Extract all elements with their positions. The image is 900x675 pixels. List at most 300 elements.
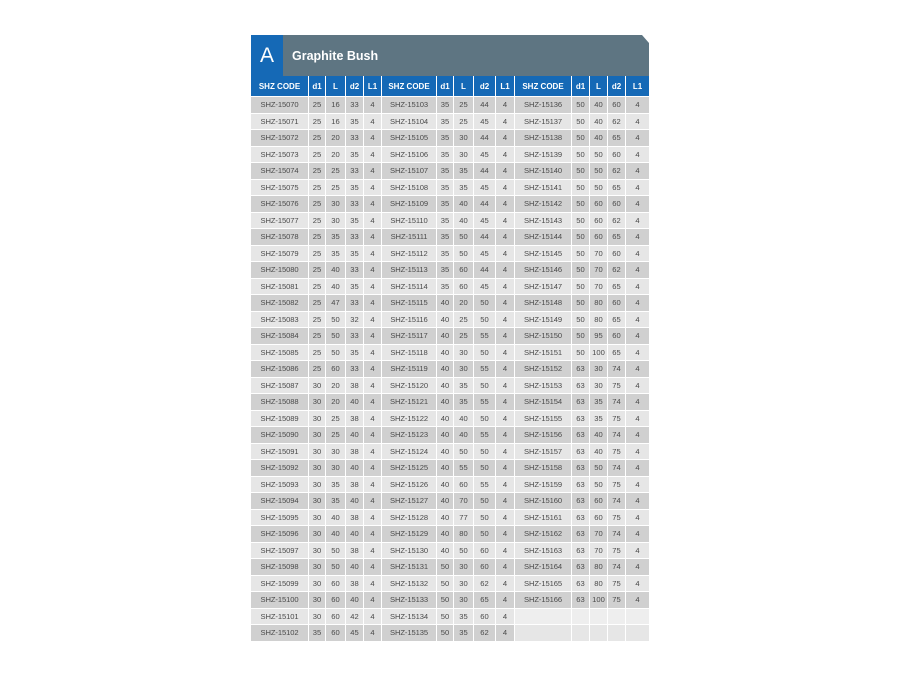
dimension-cell: 20 <box>326 394 346 411</box>
dimension-cell: 4 <box>364 378 382 395</box>
dimension-cell: 4 <box>626 295 649 312</box>
dimension-cell: 4 <box>364 625 382 642</box>
dimension-cell: 50 <box>474 460 496 477</box>
part-code-cell: SHZ-15084 <box>251 328 309 345</box>
dimension-cell: 40 <box>454 411 474 428</box>
dimension-cell: 35 <box>454 625 474 642</box>
dimension-cell: 77 <box>454 510 474 527</box>
table-row <box>251 444 649 461</box>
table-row <box>251 246 649 263</box>
dimension-cell: 35 <box>437 180 454 197</box>
dimension-cell: 75 <box>608 477 626 494</box>
column-header-1-d1: d1 <box>309 76 326 97</box>
dimension-cell: 100 <box>590 592 608 609</box>
part-code-cell: SHZ-15157 <box>515 444 572 461</box>
dimension-cell: 80 <box>590 576 608 593</box>
dimension-cell: 4 <box>496 328 515 345</box>
dimension-cell: 80 <box>454 526 474 543</box>
dimension-cell: 4 <box>496 262 515 279</box>
dimension-cell: 50 <box>437 559 454 576</box>
dimension-cell: 4 <box>626 394 649 411</box>
dimension-cell: 100 <box>590 345 608 362</box>
dimension-cell: 40 <box>437 427 454 444</box>
dimension-cell: 30 <box>309 543 326 560</box>
dimension-cell <box>590 625 608 642</box>
part-code-cell: SHZ-15163 <box>515 543 572 560</box>
dimension-cell: 35 <box>346 114 364 131</box>
part-code-cell: SHZ-15100 <box>251 592 309 609</box>
part-code-cell: SHZ-15103 <box>382 97 437 114</box>
dimension-cell: 60 <box>608 328 626 345</box>
part-code-cell: SHZ-15081 <box>251 279 309 296</box>
dimension-cell: 25 <box>309 328 326 345</box>
dimension-cell: 4 <box>626 312 649 329</box>
dimension-cell: 40 <box>437 510 454 527</box>
part-code-cell <box>515 609 572 626</box>
dimension-cell: 60 <box>454 262 474 279</box>
dimension-cell: 63 <box>572 444 590 461</box>
dimension-cell: 25 <box>309 262 326 279</box>
dimension-cell: 45 <box>474 213 496 230</box>
dimension-cell: 55 <box>474 328 496 345</box>
table-row <box>251 114 649 131</box>
part-code-cell: SHZ-15149 <box>515 312 572 329</box>
dimension-cell: 38 <box>346 378 364 395</box>
dimension-cell: 35 <box>437 97 454 114</box>
dimension-cell: 35 <box>326 229 346 246</box>
part-code-cell: SHZ-15155 <box>515 411 572 428</box>
dimension-cell: 40 <box>590 444 608 461</box>
dimension-cell: 4 <box>364 576 382 593</box>
dimension-cell: 4 <box>364 394 382 411</box>
dimension-cell: 4 <box>496 576 515 593</box>
dimension-cell: 4 <box>496 559 515 576</box>
dimension-cell: 40 <box>437 493 454 510</box>
dimension-cell: 74 <box>608 427 626 444</box>
dimension-cell: 25 <box>309 312 326 329</box>
part-code-cell: SHZ-15160 <box>515 493 572 510</box>
dimension-cell: 50 <box>437 592 454 609</box>
dimension-cell: 4 <box>626 262 649 279</box>
dimension-cell: 40 <box>326 262 346 279</box>
dimension-cell: 30 <box>590 361 608 378</box>
dimension-cell: 50 <box>326 328 346 345</box>
part-code-cell: SHZ-15114 <box>382 279 437 296</box>
dimension-cell: 4 <box>364 229 382 246</box>
part-code-cell: SHZ-15133 <box>382 592 437 609</box>
dimension-cell: 40 <box>346 394 364 411</box>
dimension-cell: 33 <box>346 361 364 378</box>
dimension-cell: 63 <box>572 378 590 395</box>
dimension-cell: 25 <box>309 361 326 378</box>
dimension-cell: 4 <box>496 394 515 411</box>
dimension-cell: 70 <box>590 543 608 560</box>
dimension-cell: 4 <box>626 196 649 213</box>
dimension-cell: 25 <box>309 246 326 263</box>
dimension-cell: 35 <box>346 180 364 197</box>
dimension-cell: 25 <box>309 345 326 362</box>
dimension-cell: 35 <box>437 279 454 296</box>
dimension-cell: 40 <box>437 394 454 411</box>
part-code-cell: SHZ-15129 <box>382 526 437 543</box>
dimension-cell: 60 <box>474 609 496 626</box>
part-code-cell: SHZ-15086 <box>251 361 309 378</box>
part-code-cell: SHZ-15158 <box>515 460 572 477</box>
dimension-cell: 25 <box>326 163 346 180</box>
graphite-bush-sheet <box>251 35 649 642</box>
dimension-cell: 4 <box>626 493 649 510</box>
dimension-cell: 44 <box>474 163 496 180</box>
dimension-cell: 25 <box>454 312 474 329</box>
part-code-cell: SHZ-15101 <box>251 609 309 626</box>
part-code-cell: SHZ-15153 <box>515 378 572 395</box>
dimension-cell: 45 <box>474 114 496 131</box>
dimension-cell: 50 <box>326 543 346 560</box>
dimension-cell: 50 <box>572 262 590 279</box>
specification-table <box>251 76 649 642</box>
dimension-cell: 4 <box>626 213 649 230</box>
dimension-cell: 4 <box>364 196 382 213</box>
dimension-cell: 63 <box>572 427 590 444</box>
dimension-cell: 50 <box>572 114 590 131</box>
part-code-cell: SHZ-15096 <box>251 526 309 543</box>
dimension-cell: 33 <box>346 295 364 312</box>
part-code-cell: SHZ-15112 <box>382 246 437 263</box>
dimension-cell: 35 <box>437 262 454 279</box>
dimension-cell: 60 <box>326 609 346 626</box>
part-code-cell: SHZ-15085 <box>251 345 309 362</box>
dimension-cell: 50 <box>572 180 590 197</box>
dimension-cell: 4 <box>496 246 515 263</box>
part-code-cell: SHZ-15119 <box>382 361 437 378</box>
dimension-cell: 30 <box>454 559 474 576</box>
dimension-cell: 40 <box>437 543 454 560</box>
dimension-cell: 74 <box>608 493 626 510</box>
dimension-cell: 4 <box>496 130 515 147</box>
dimension-cell: 25 <box>309 97 326 114</box>
dimension-cell: 44 <box>474 229 496 246</box>
dimension-cell: 4 <box>626 378 649 395</box>
dimension-cell: 33 <box>346 328 364 345</box>
table-row <box>251 279 649 296</box>
dimension-cell: 40 <box>454 427 474 444</box>
part-code-cell: SHZ-15122 <box>382 411 437 428</box>
dimension-cell: 30 <box>309 394 326 411</box>
dimension-cell: 60 <box>474 543 496 560</box>
dimension-cell: 4 <box>364 526 382 543</box>
dimension-cell: 32 <box>346 312 364 329</box>
dimension-cell: 70 <box>590 526 608 543</box>
dimension-cell: 30 <box>326 196 346 213</box>
part-code-cell: SHZ-15106 <box>382 147 437 164</box>
dimension-cell: 4 <box>496 609 515 626</box>
dimension-cell: 38 <box>346 477 364 494</box>
dimension-cell: 35 <box>309 625 326 642</box>
dimension-cell: 25 <box>309 295 326 312</box>
table-row <box>251 576 649 593</box>
dimension-cell: 4 <box>364 213 382 230</box>
table-row <box>251 147 649 164</box>
dimension-cell: 40 <box>590 97 608 114</box>
dimension-cell: 30 <box>454 345 474 362</box>
dimension-cell: 63 <box>572 394 590 411</box>
dimension-cell: 40 <box>437 411 454 428</box>
dimension-cell <box>626 625 649 642</box>
dimension-cell: 4 <box>496 180 515 197</box>
dimension-cell: 4 <box>626 411 649 428</box>
dimension-cell: 25 <box>309 180 326 197</box>
dimension-cell: 20 <box>326 147 346 164</box>
dimension-cell: 4 <box>496 361 515 378</box>
dimension-cell: 63 <box>572 526 590 543</box>
dimension-cell: 4 <box>364 114 382 131</box>
dimension-cell: 30 <box>309 592 326 609</box>
dimension-cell: 40 <box>590 427 608 444</box>
part-code-cell: SHZ-15111 <box>382 229 437 246</box>
dimension-cell: 50 <box>572 196 590 213</box>
part-code-cell: SHZ-15162 <box>515 526 572 543</box>
part-code-cell: SHZ-15073 <box>251 147 309 164</box>
dimension-cell: 4 <box>626 361 649 378</box>
dimension-cell: 70 <box>454 493 474 510</box>
column-header-3-d1: d1 <box>572 76 590 97</box>
dimension-cell: 50 <box>437 609 454 626</box>
dimension-cell: 4 <box>364 262 382 279</box>
part-code-cell: SHZ-15070 <box>251 97 309 114</box>
dimension-cell: 4 <box>364 361 382 378</box>
dimension-cell: 38 <box>346 543 364 560</box>
dimension-cell: 35 <box>454 394 474 411</box>
dimension-cell: 60 <box>326 625 346 642</box>
dimension-cell: 75 <box>608 378 626 395</box>
dimension-cell: 30 <box>309 477 326 494</box>
part-code-cell: SHZ-15125 <box>382 460 437 477</box>
dimension-cell: 62 <box>474 625 496 642</box>
dimension-cell: 50 <box>474 378 496 395</box>
dimension-cell: 75 <box>608 510 626 527</box>
part-code-cell: SHZ-15132 <box>382 576 437 593</box>
dimension-cell: 25 <box>326 411 346 428</box>
part-code-cell: SHZ-15087 <box>251 378 309 395</box>
dimension-cell: 45 <box>474 246 496 263</box>
dimension-cell: 62 <box>608 262 626 279</box>
dimension-cell: 30 <box>454 576 474 593</box>
table-header-row <box>251 76 649 97</box>
dimension-cell: 40 <box>590 114 608 131</box>
part-code-cell: SHZ-15138 <box>515 130 572 147</box>
dimension-cell: 33 <box>346 229 364 246</box>
dimension-cell: 75 <box>608 543 626 560</box>
dimension-cell: 70 <box>590 246 608 263</box>
table-row <box>251 526 649 543</box>
dimension-cell: 40 <box>437 361 454 378</box>
part-code-cell: SHZ-15166 <box>515 592 572 609</box>
column-header-1-l: L <box>326 76 346 97</box>
dimension-cell: 38 <box>346 444 364 461</box>
dimension-cell: 40 <box>326 526 346 543</box>
table-row <box>251 559 649 576</box>
part-code-cell: SHZ-15152 <box>515 361 572 378</box>
table-row <box>251 262 649 279</box>
part-code-cell: SHZ-15077 <box>251 213 309 230</box>
dimension-cell: 4 <box>626 180 649 197</box>
dimension-cell: 63 <box>572 460 590 477</box>
part-code-cell: SHZ-15075 <box>251 180 309 197</box>
dimension-cell: 55 <box>474 427 496 444</box>
dimension-cell: 35 <box>326 477 346 494</box>
dimension-cell: 30 <box>309 510 326 527</box>
dimension-cell: 50 <box>474 493 496 510</box>
part-code-cell <box>515 625 572 642</box>
dimension-cell: 60 <box>608 97 626 114</box>
dimension-cell: 60 <box>474 559 496 576</box>
dimension-cell: 65 <box>608 312 626 329</box>
dimension-cell: 4 <box>496 526 515 543</box>
part-code-cell: SHZ-15147 <box>515 279 572 296</box>
dimension-cell: 62 <box>608 114 626 131</box>
dimension-cell: 38 <box>346 510 364 527</box>
table-row <box>251 213 649 230</box>
dimension-cell: 50 <box>474 312 496 329</box>
dimension-cell: 74 <box>608 559 626 576</box>
dimension-cell: 4 <box>364 543 382 560</box>
dimension-cell: 40 <box>437 295 454 312</box>
dimension-cell: 4 <box>496 196 515 213</box>
dimension-cell: 40 <box>346 526 364 543</box>
dimension-cell: 50 <box>437 625 454 642</box>
dimension-cell: 4 <box>496 213 515 230</box>
dimension-cell: 35 <box>346 345 364 362</box>
dimension-cell: 4 <box>626 97 649 114</box>
part-code-cell: SHZ-15135 <box>382 625 437 642</box>
dimension-cell: 40 <box>346 592 364 609</box>
dimension-cell: 60 <box>326 361 346 378</box>
dimension-cell: 50 <box>590 477 608 494</box>
part-code-cell: SHZ-15074 <box>251 163 309 180</box>
dimension-cell: 50 <box>454 246 474 263</box>
dimension-cell: 63 <box>572 543 590 560</box>
dimension-cell: 4 <box>626 477 649 494</box>
dimension-cell: 75 <box>608 411 626 428</box>
dimension-cell: 35 <box>346 147 364 164</box>
dimension-cell: 4 <box>626 147 649 164</box>
dimension-cell: 30 <box>309 460 326 477</box>
part-code-cell: SHZ-15144 <box>515 229 572 246</box>
table-row <box>251 180 649 197</box>
dimension-cell: 50 <box>572 295 590 312</box>
dimension-cell <box>572 625 590 642</box>
dimension-cell: 4 <box>364 246 382 263</box>
part-code-cell: SHZ-15139 <box>515 147 572 164</box>
table-row <box>251 229 649 246</box>
dimension-cell: 4 <box>626 427 649 444</box>
dimension-cell: 33 <box>346 262 364 279</box>
table-row <box>251 394 649 411</box>
dimension-cell: 4 <box>626 114 649 131</box>
part-code-cell: SHZ-15136 <box>515 97 572 114</box>
dimension-cell <box>572 609 590 626</box>
dimension-cell: 50 <box>454 229 474 246</box>
dimension-cell: 4 <box>626 246 649 263</box>
part-code-cell: SHZ-15134 <box>382 609 437 626</box>
part-code-cell: SHZ-15080 <box>251 262 309 279</box>
table-row <box>251 609 649 626</box>
dimension-cell: 4 <box>496 592 515 609</box>
dimension-cell: 44 <box>474 196 496 213</box>
table-row <box>251 510 649 527</box>
dimension-cell: 30 <box>309 411 326 428</box>
dimension-cell: 35 <box>437 229 454 246</box>
dimension-cell: 4 <box>496 378 515 395</box>
part-code-cell: SHZ-15121 <box>382 394 437 411</box>
table-row <box>251 592 649 609</box>
dimension-cell: 50 <box>474 526 496 543</box>
dimension-cell: 35 <box>437 163 454 180</box>
dimension-cell: 35 <box>454 378 474 395</box>
dimension-cell: 40 <box>346 559 364 576</box>
dimension-cell: 30 <box>309 378 326 395</box>
dimension-cell: 63 <box>572 493 590 510</box>
dimension-cell: 35 <box>346 213 364 230</box>
dimension-cell: 4 <box>364 130 382 147</box>
dimension-cell: 4 <box>364 345 382 362</box>
table-row <box>251 411 649 428</box>
dimension-cell: 40 <box>437 444 454 461</box>
dimension-cell: 60 <box>454 477 474 494</box>
section-title: Graphite Bush <box>292 49 379 63</box>
dimension-cell: 50 <box>474 411 496 428</box>
dimension-cell: 30 <box>326 460 346 477</box>
part-code-cell: SHZ-15113 <box>382 262 437 279</box>
part-code-cell: SHZ-15140 <box>515 163 572 180</box>
table-row <box>251 196 649 213</box>
dimension-cell: 35 <box>437 130 454 147</box>
dimension-cell: 25 <box>309 163 326 180</box>
part-code-cell: SHZ-15088 <box>251 394 309 411</box>
dimension-cell: 4 <box>364 180 382 197</box>
dimension-cell: 30 <box>590 378 608 395</box>
dimension-cell: 50 <box>474 510 496 527</box>
part-code-cell: SHZ-15102 <box>251 625 309 642</box>
dimension-cell: 4 <box>626 526 649 543</box>
dimension-cell: 44 <box>474 97 496 114</box>
dimension-cell: 50 <box>572 147 590 164</box>
part-code-cell: SHZ-15099 <box>251 576 309 593</box>
dimension-cell: 65 <box>608 279 626 296</box>
dimension-cell: 40 <box>326 510 346 527</box>
dimension-cell: 4 <box>626 510 649 527</box>
dimension-cell: 50 <box>572 246 590 263</box>
dimension-cell: 60 <box>608 147 626 164</box>
section-badge: A <box>251 35 283 76</box>
dimension-cell: 35 <box>437 114 454 131</box>
dimension-cell: 4 <box>626 543 649 560</box>
dimension-cell: 30 <box>309 576 326 593</box>
dimension-cell: 80 <box>590 559 608 576</box>
part-code-cell: SHZ-15128 <box>382 510 437 527</box>
column-header-3-l: L <box>590 76 608 97</box>
dimension-cell: 95 <box>590 328 608 345</box>
table-row <box>251 625 649 642</box>
column-header-3-l1: L1 <box>626 76 649 97</box>
dimension-cell: 4 <box>364 97 382 114</box>
dimension-cell: 40 <box>437 328 454 345</box>
dimension-cell: 16 <box>326 97 346 114</box>
dimension-cell: 74 <box>608 526 626 543</box>
dimension-cell: 25 <box>309 114 326 131</box>
dimension-cell: 60 <box>590 510 608 527</box>
dimension-cell: 63 <box>572 477 590 494</box>
